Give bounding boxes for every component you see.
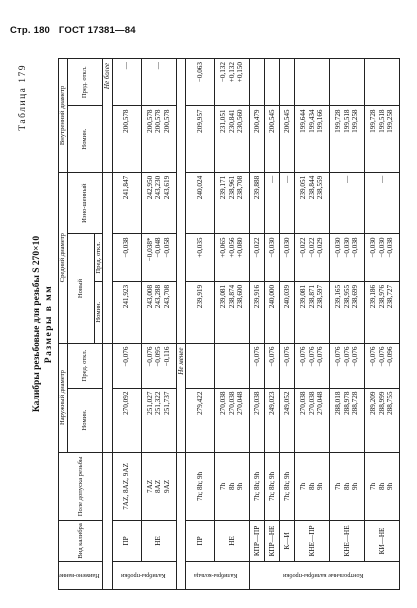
note-no-less: Не менее — [176, 343, 185, 452]
col-middle: Средний диаметр — [59, 172, 68, 343]
cell-m_dev: −0,030 — [279, 234, 294, 281]
cell-field: 7h 8h 9h — [329, 452, 364, 521]
table-number: Таблица 179 — [18, 64, 28, 131]
cell-m_worn: 239,051 238,844 238,559 — [294, 172, 329, 234]
cell-field: 7h; 8h; 9h — [279, 452, 294, 521]
cell-i_nom: 200,545 — [279, 106, 294, 172]
note-no-more: Не более — [103, 59, 112, 173]
col-middle-dev: Пред. откл. — [94, 234, 103, 281]
cell-m_worn: — — [364, 172, 399, 234]
cell-m_nom: 239,165 238,955 238,699 — [329, 281, 364, 343]
cell-field: 7h 8h 9h — [364, 452, 399, 521]
cell-m_worn: — — [329, 172, 364, 234]
cell-m_nom: 239,916 — [249, 281, 264, 343]
cell-m_nom: 239,081 238,871 238,597 — [294, 281, 329, 343]
cell-i_dev: — — [141, 59, 176, 106]
table-row — [294, 59, 329, 590]
cell-kind: КПР—ПР — [249, 521, 264, 561]
cell-m_dev: −0,030 — [264, 234, 279, 281]
cell-m_dev: −0,030 −0,030 −0,038 — [364, 234, 399, 281]
cell-m_worn: — — [264, 172, 279, 234]
cell-o_dev: −0,076 — [112, 343, 141, 388]
cell-m_worn: — — [279, 172, 294, 234]
col-outer-nom: Номин. — [67, 388, 103, 452]
cell-m_dev: −0,038 — [112, 234, 141, 281]
cell-i_nom: 231,051 230,841 230,560 — [214, 106, 249, 172]
cell-kind: ПР — [112, 521, 141, 561]
cell-m_worn: 239,888 — [249, 172, 264, 234]
cell-m_worn: 242,950 243,230 243,619 — [141, 172, 176, 234]
cell-m_nom: 240,000 — [264, 281, 279, 343]
cell-o_nom: 270,038 270,038 270,048 — [214, 388, 249, 452]
cell-o_nom: 270,038 — [249, 388, 264, 452]
cell-field: 7h 8h 9h — [294, 452, 329, 521]
cell-o_dev: −0,076 −0,076 −0,076 — [294, 343, 329, 388]
cell-o_dev: −0,076 −0,076 −0,076 — [329, 343, 364, 388]
table-title: Калибры резьбовые для резьбы S 270×10 — [32, 235, 42, 413]
col-name: Наимено-вание — [59, 561, 103, 589]
cell-i_nom: 200,479 — [249, 106, 264, 172]
page-number: Стр. 180 — [10, 25, 51, 36]
cell-i_nom: 200,545 — [264, 106, 279, 172]
table-row — [279, 59, 294, 590]
cell-kind: НЕ — [141, 521, 176, 561]
col-middle-new: Новый — [67, 234, 94, 343]
cell-m_nom: 243,008 243,288 243,708 — [141, 281, 176, 343]
cell-o_nom: 270,038 270,038 270,048 — [294, 388, 329, 452]
cell-o_nom: 249,052 — [279, 388, 294, 452]
cell-m_dev: +0,035 — [185, 234, 214, 281]
col-inner-dev: Пред. откл. — [67, 59, 103, 106]
cell-kind: КНЕ—ПР — [294, 521, 329, 561]
table-row — [364, 59, 399, 590]
cell-o_nom: 279,422 — [185, 388, 214, 452]
cell-i_nom: 199,644 199,434 199,166 — [294, 106, 329, 172]
rotated-table-area — [18, 58, 410, 590]
cell-i_nom: 199,728 199,518 199,258 — [364, 106, 399, 172]
cell-m_dev: −0,030 −0,030 −0,038 — [329, 234, 364, 281]
cell-o_dev: −0,076 — [264, 343, 279, 388]
cell-o_dev: −0,076 −0,076 −0,096 — [364, 343, 399, 388]
cell-m_dev: −0,022 −0,022 −0,029 — [294, 234, 329, 281]
cell-kind: К—И — [279, 521, 294, 561]
cell-i_nom: 199,728 199,518 199,258 — [329, 106, 364, 172]
table-row — [214, 59, 249, 590]
cell-field: 7h; 8h; 9h — [249, 452, 264, 521]
cell-i_nom: 209,957 — [185, 106, 214, 172]
cell-kind: КПР—НЕ — [264, 521, 279, 561]
cell-kind: КНЕ—НЕ — [329, 521, 364, 561]
cell-i_dev — [364, 59, 399, 106]
cell-i_dev — [279, 59, 294, 106]
cell-m_nom: 239,186 238,976 238,727 — [364, 281, 399, 343]
cell-m_dev: −0,038* −0,048 −0,058 — [141, 234, 176, 281]
cell-o_nom: 249,023 — [264, 388, 279, 452]
cell-o_dev: −0,076 — [279, 343, 294, 388]
cell-i_dev — [294, 59, 329, 106]
cell-i_nom: 200,578 — [112, 106, 141, 172]
cell-kind: ПР — [185, 521, 214, 561]
cell-i_nom: 200,578 200,578 200,578 — [141, 106, 176, 172]
cell-field: 7h; 8h; 9h — [264, 452, 279, 521]
cell-o_nom: 289,209 288,999 288,755 — [364, 388, 399, 452]
table-row — [141, 59, 176, 590]
col-outer-dev: Пред. откл. — [67, 343, 103, 388]
cell-o_dev — [214, 343, 249, 388]
cell-m_worn: 240,024 — [185, 172, 214, 234]
cell-i_dev — [249, 59, 264, 106]
cell-m_worn: 239,171 238,961 238,708 — [214, 172, 249, 234]
cell-field: 7h 8h 9h — [214, 452, 249, 521]
cell-o_nom: 288,018 288,978 288,728 — [329, 388, 364, 452]
table-row — [249, 59, 264, 590]
cell-o_dev — [185, 343, 214, 388]
cell-o_dev: −0,076 −0,095 −0,116 — [141, 343, 176, 388]
cell-m_nom: 240,039 — [279, 281, 294, 343]
group-label: Калибры-пробки — [112, 561, 176, 589]
table-row — [264, 59, 279, 590]
table-subtitle: Размеры в мм — [44, 284, 54, 364]
cell-field: 7AZ, 8AZ, 9AZ — [112, 452, 141, 521]
cell-m_worn: 241,847 — [112, 172, 141, 234]
col-outer: Наружный диаметр — [59, 343, 68, 452]
cell-m_dev: +0,065 +0,056 +0,080 — [214, 234, 249, 281]
cell-i_dev: −0,063 — [185, 59, 214, 106]
cell-field: 7AZ 8AZ 9AZ — [141, 452, 176, 521]
col-middle-nom: Номин. — [94, 281, 103, 343]
cell-m_dev: −0,022 — [249, 234, 264, 281]
cell-m_nom: 239,081 238,874 238,600 — [214, 281, 249, 343]
col-middle-worn: Изно-шенный — [67, 172, 103, 234]
col-inner-nom: Номин. — [67, 106, 103, 172]
cell-m_nom: 239,919 — [185, 281, 214, 343]
group-label: Контрольные калибры-пробки — [249, 561, 399, 589]
cell-i_dev — [264, 59, 279, 106]
cell-i_dev — [329, 59, 364, 106]
cell-field: 7h; 8h; 9h — [185, 452, 214, 521]
cell-i_dev: — — [112, 59, 141, 106]
cell-kind: НЕ — [214, 521, 249, 561]
gauge-table — [58, 58, 400, 590]
group-label: Калибры-кольца — [185, 561, 249, 589]
page-header — [10, 25, 410, 43]
col-field: Поле допуска резьбы — [59, 452, 103, 521]
standard-code: ГОСТ 17381—84 — [58, 25, 136, 36]
cell-i_dev: −0,132 +0,132 +0,150 — [214, 59, 249, 106]
table-row — [329, 59, 364, 590]
cell-o_nom: 251,027 251,322 251,737 — [141, 388, 176, 452]
table-row — [112, 59, 141, 590]
cell-kind: КИ—НЕ — [364, 521, 399, 561]
col-inner: Внутренний диаметр — [59, 59, 68, 173]
table-row — [185, 59, 214, 590]
cell-o_nom: 270,092 — [112, 388, 141, 452]
cell-m_nom: 241,923 — [112, 281, 141, 343]
col-kind: Вид калибра — [59, 521, 103, 561]
cell-o_dev: −0,076 — [249, 343, 264, 388]
